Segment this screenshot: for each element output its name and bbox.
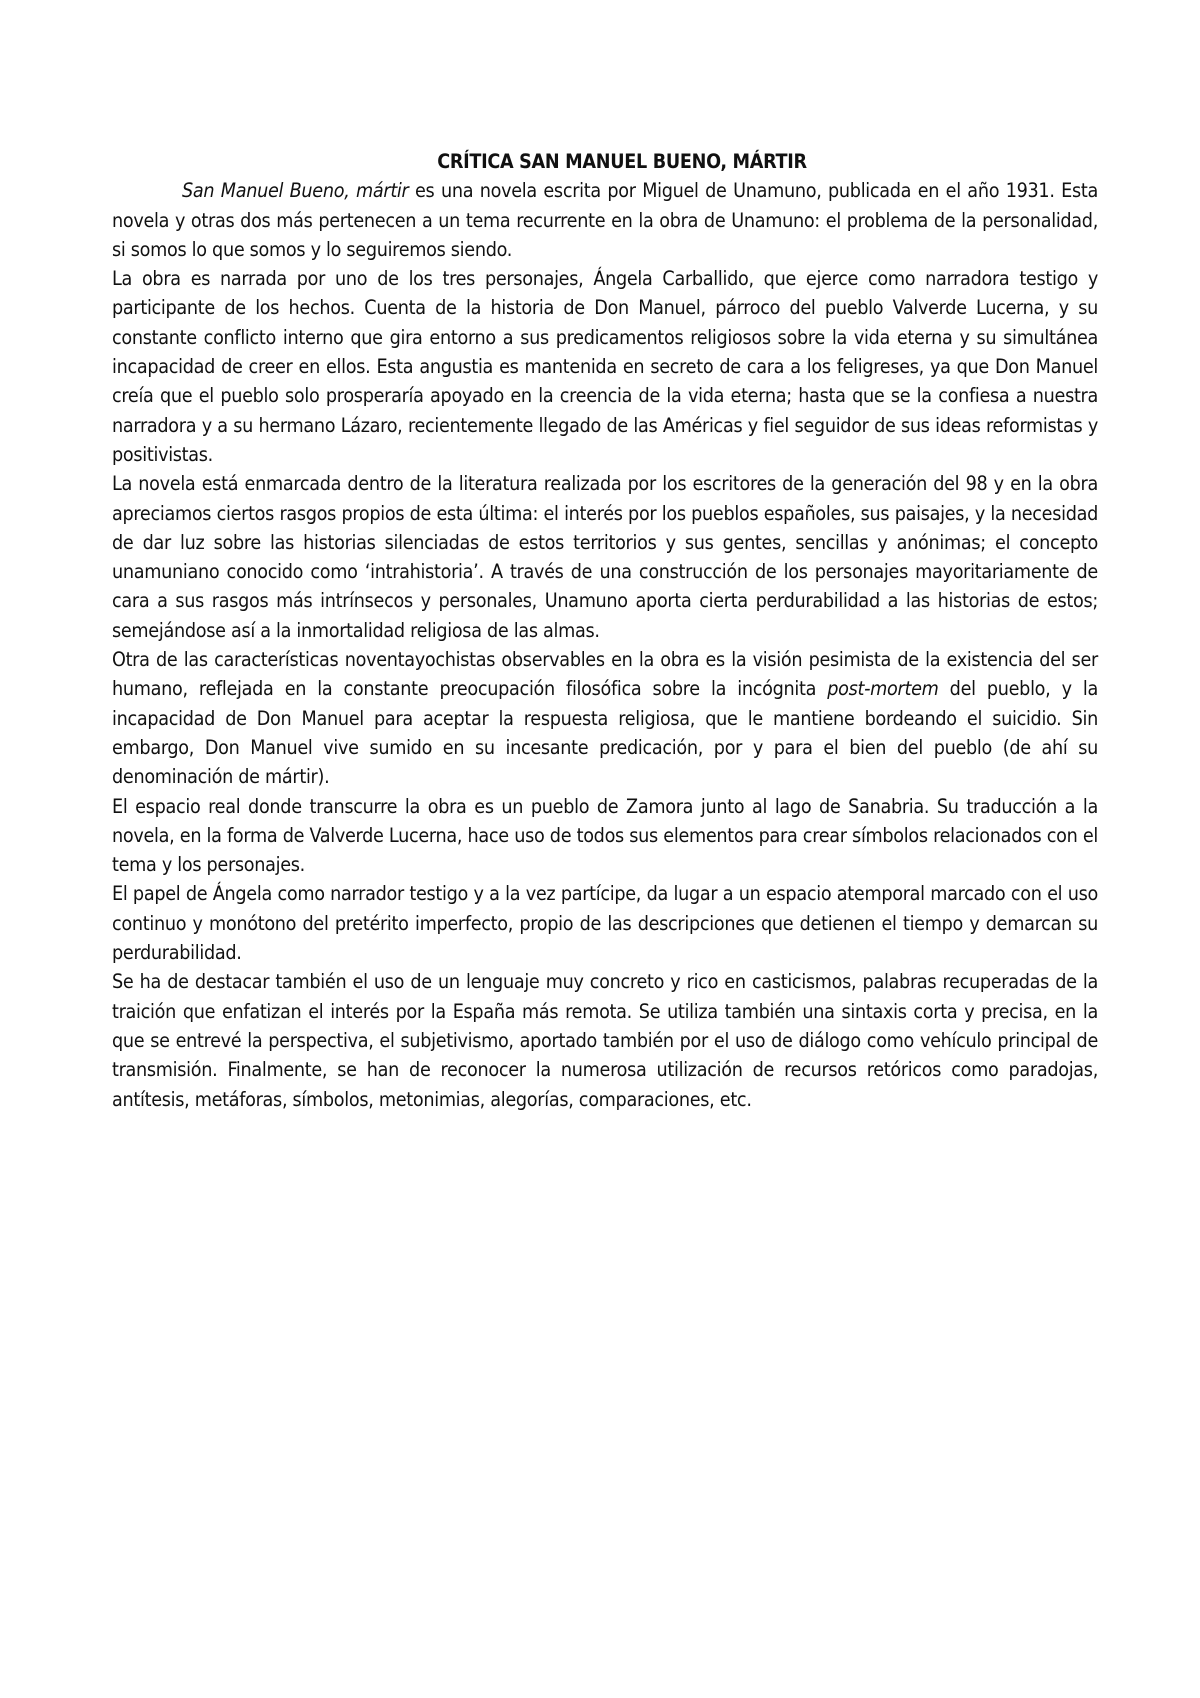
paragraph-1-text: es una novela escrita por Miguel de Unamuno, publicada en el año 1931. Esta novela y otras dos más pertenecen a un tema recurrente en la obra de Unamuno: el problema de la personalidad, si somos lo que somos y lo seguiremos siendo. bbox=[112, 179, 1098, 261]
paragraph-7: Se ha de destacar también el uso de un lenguaje muy concreto y rico en casticismos, palabras recuperadas de la traición que enfatizan el interés por la España más remota. Se utiliza también una sintaxis corta y precisa, en la que se entrevé la perspectiva, el subjetivismo, aportado también por el uso de diálogo como vehículo principal de transmisión. Finalmente, se han de reconocer la numerosa utilización de recursos retóricos como paradojas, antítesis, metáforas, símbolos, metonimias, alegorías, comparaciones, etc. bbox=[112, 970, 1098, 1111]
paragraph-5: El espacio real donde transcurre la obra es un pueblo de Zamora junto al lago de Sanabria. Su traducción a la novela, en la forma de Valverde Lucerna, hace uso de todos sus elementos para crear símbolos relacionados con el tema y los personajes. bbox=[112, 794, 1098, 877]
paragraph-4 bbox=[112, 645, 1098, 791]
paragraph-6: El papel de Ángela como narrador testigo y a la vez partícipe, da lugar a un espacio atemporal marcado con el uso continuo y monótono del pretérito imperfecto, propio de las descripciones que detienen el tiempo y demarcan su perdurabilidad. bbox=[112, 882, 1098, 965]
paragraph-1 bbox=[112, 176, 1098, 264]
post-mortem-italic: post-mortem bbox=[827, 677, 939, 701]
document-title: CRÍTICA SAN MANUEL BUENO, MÁRTIR bbox=[437, 150, 807, 173]
paragraph-4-text-before: Otra de las características noventayochistas observables en la obra es la visión pesimista de la existencia del ser humano, reflejada en la constante preocupación filosófica sobre la incógnita bbox=[112, 648, 1098, 701]
document-body bbox=[112, 147, 1098, 1114]
novel-title-italic: San Manuel Bueno, mártir bbox=[182, 179, 409, 203]
paragraph-3: La novela está enmarcada dentro de la literatura realizada por los escritores de la generación del 98 y en la obra apreciamos ciertos rasgos propios de esta última: el interés por los pueblos españoles, sus paisajes, y la necesidad de dar luz sobre las historias silenciadas de estos territorios y sus gentes, sencillas y anónimas; el concepto unamuniano conocido como ‘intrahistoria’. A través de una construcción de los personajes mayoritariamente de cara a sus rasgos más intrínsecos y personales, Unamuno aporta cierta perdurabilidad a las historias de estos; semejándose así a la inmortalidad religiosa de las almas. bbox=[112, 472, 1098, 642]
paragraph-4-text-after: del pueblo, y la incapacidad de Don Manuel para aceptar la respuesta religiosa, que le mantiene bordeando el suicidio. Sin embargo, Don Manuel vive sumido en su incesante predicación, por y para el bien del pueblo (de ahí su denominación de mártir). bbox=[112, 677, 1098, 789]
paragraph-2: La obra es narrada por uno de los tres personajes, Ángela Carballido, que ejerce como narradora testigo y participante de los hechos. Cuenta de la historia de Don Manuel, párroco del pueblo Valverde Lucerna, y su constante conflicto interno que gira entorno a sus predicamentos religiosos sobre la vida eterna y su simultánea incapacidad de creer en ellos. Esta angustia es mantenida en secreto de cara a los feligreses, ya que Don Manuel creía que el pueblo solo prosperaría apoyado en la creencia de la vida eterna; hasta que se la confiesa a nuestra narradora y a su hermano Lázaro, recientemente llegado de las Américas y fiel seguidor de sus ideas reformistas y positivistas. bbox=[112, 267, 1098, 466]
